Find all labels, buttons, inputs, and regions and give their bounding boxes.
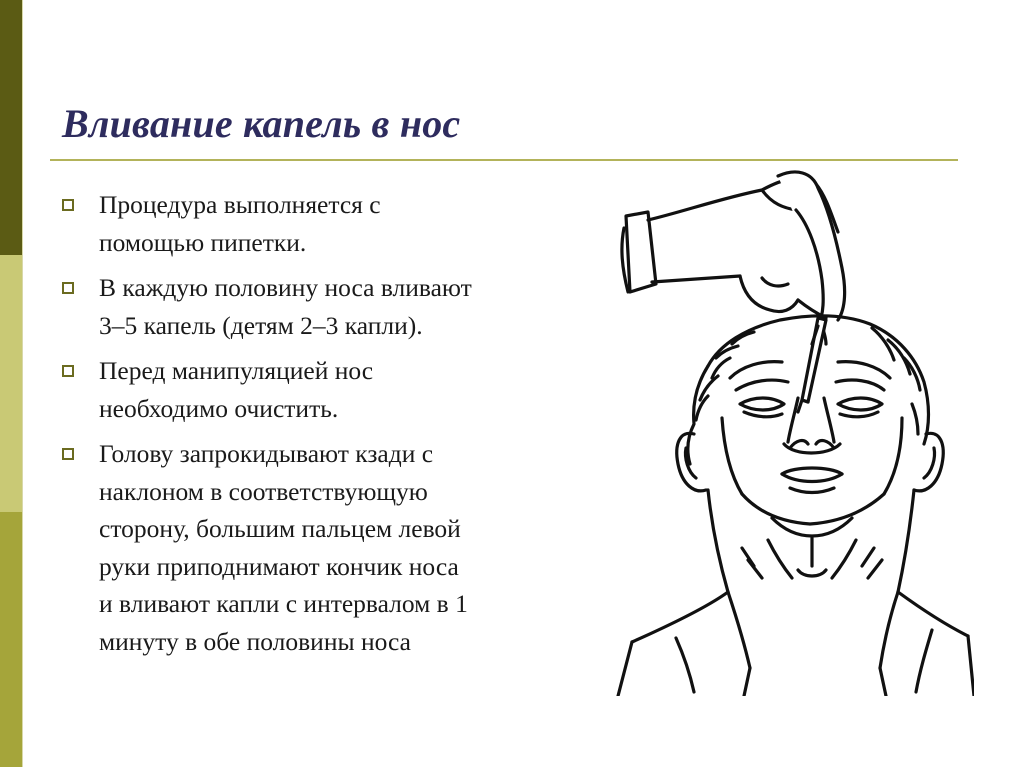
title-underline (50, 159, 958, 161)
square-bullet-icon (62, 282, 74, 294)
nasal-drops-illustration-icon (612, 168, 974, 696)
accent-bar-middle (0, 255, 22, 512)
slide-title: Вливание капель в нос (62, 101, 461, 146)
bullet-item (62, 352, 582, 427)
bullet-item (62, 186, 582, 261)
bullet-text: Перед манипуляцией нос необходимо очистить. (99, 356, 374, 423)
square-bullet-icon (62, 365, 74, 377)
bullet-item (62, 269, 582, 344)
accent-bar-top (0, 0, 22, 255)
bullet-list (62, 186, 582, 668)
bullet-item (62, 435, 582, 660)
bullet-text: Процедура выполняется с помощью пипетки. (99, 190, 381, 257)
bullet-text: Голову запрокидывают кзади с наклоном в соответствующую сторону, большим пальцем левой руки приподнимают кончик носа и вливают капли с интервалом в 1 минуту в обе половины носа (99, 439, 468, 656)
bullet-text: В каждую половину носа вливают 3–5 капель (детям 2–3 капли). (99, 273, 472, 340)
accent-divider (22, 0, 23, 767)
square-bullet-icon (62, 199, 74, 211)
accent-bar-bottom (0, 512, 22, 767)
square-bullet-icon (62, 448, 74, 460)
